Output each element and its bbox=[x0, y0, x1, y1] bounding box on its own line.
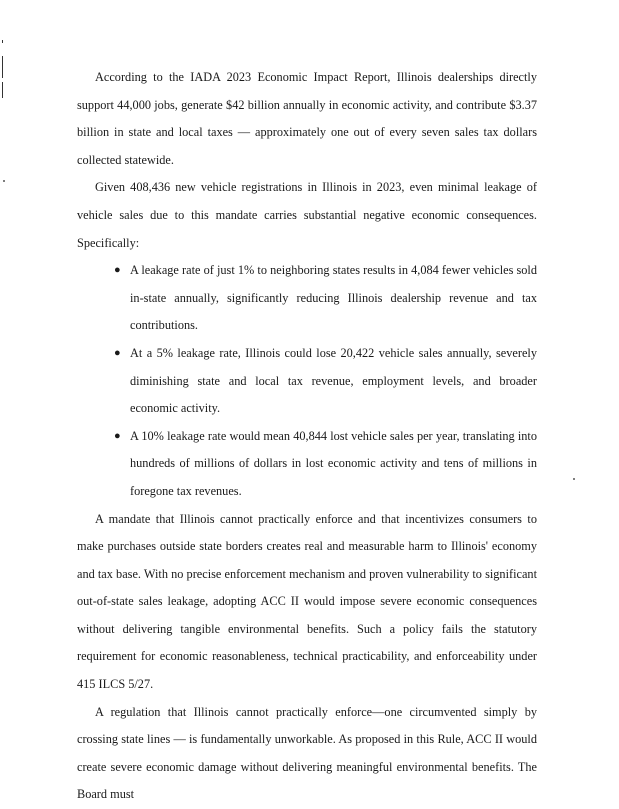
scan-margin-mark bbox=[2, 40, 3, 43]
leakage-bullet-list bbox=[77, 257, 537, 505]
paragraph-enforcement-mandate: A mandate that Illinois cannot practically enforce and that incentivizes consumers to make purchases outside state borders creates real and measurable harm to Illinois' economy and tax base. With no precise enforcement mechanism and proven vulnerability to significant out-of-state sales leakage, adopting ACC II would impose severe economic consequences without delivering tangible environmental benefits. Such a policy fails the statutory requirement for economic reasonableness, technical practicability, and enforceability under 415 ILCS 5/27. bbox=[77, 511, 537, 692]
paragraph-vehicle-registrations: Given 408,436 new vehicle registrations in Illinois in 2023, even minimal leakage of vehicle sales due to this mandate carries substantial negative economic consequences. Specifically: bbox=[77, 180, 537, 250]
bullet-item bbox=[114, 257, 537, 340]
bullet-icon: ● bbox=[114, 264, 121, 277]
bullet-item bbox=[114, 340, 537, 423]
bullet-text: At a 5% leakage rate, Illinois could lose 20,422 vehicle sales annually, severely diminishing state and local tax revenue, employment levels, and broader economic activity. bbox=[130, 345, 537, 416]
bullet-text: A leakage rate of just 1% to neighboring states results in 4,084 fewer vehicles sold in-state annually, significantly reducing Illinois dealership revenue and tax contributions. bbox=[130, 263, 537, 333]
bullet-text: A 10% leakage rate would mean 40,844 lost vehicle sales per year, translating into hundreds of millions of dollars in lost economic activity and tens of millions in foregone tax revenues. bbox=[130, 428, 537, 498]
bullet-icon: ● bbox=[114, 346, 121, 359]
bullet-item bbox=[114, 423, 537, 506]
scan-speck bbox=[573, 478, 575, 480]
scan-margin-mark bbox=[2, 56, 3, 78]
scan-margin-mark bbox=[2, 82, 3, 98]
bullet-icon: ● bbox=[114, 429, 121, 442]
document-body bbox=[77, 64, 537, 809]
paragraph-economic-impact: According to the IADA 2023 Economic Impact Report, Illinois dealerships directly support 44,000 jobs, generate $42 billion annually in economic activity, and contribute $3.37 billion in state and local taxes — approximately one out of every seven sales tax dollars collected statewide. bbox=[77, 70, 537, 167]
scan-speck bbox=[3, 180, 5, 182]
paragraph-regulation-unworkable: A regulation that Illinois cannot practically enforce—one circumvented simply by crossing state lines — is fundamentally unworkable. As proposed in this Rule, ACC II would create severe economic damage without delivering meaningful environmental benefits. The Board must bbox=[77, 704, 537, 802]
